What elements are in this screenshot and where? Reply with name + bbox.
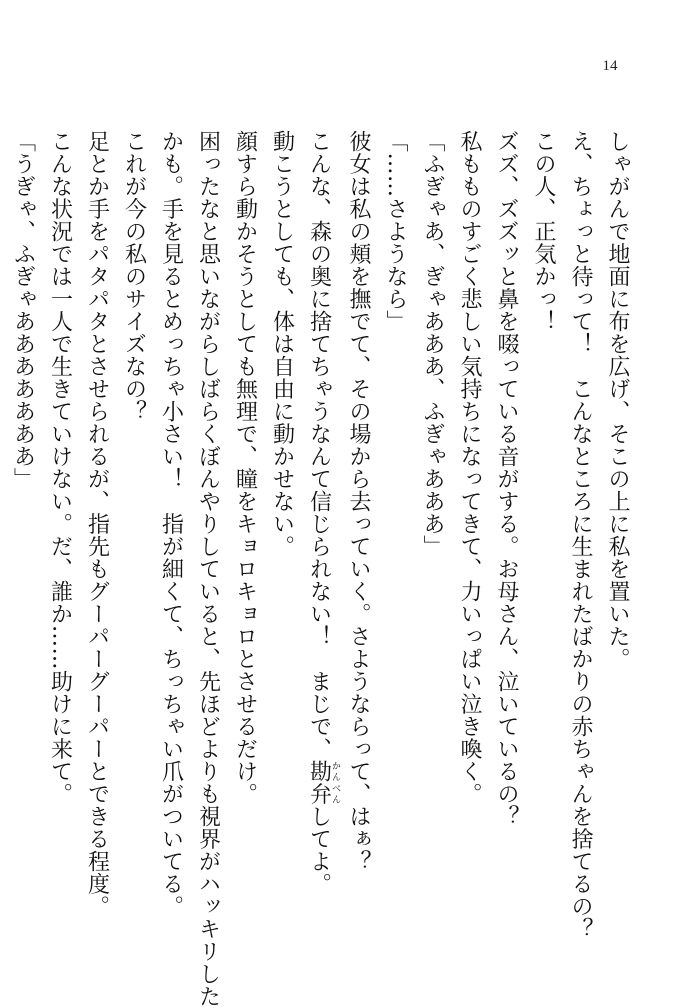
text-line: 足とか手をパタパタとさせられるが、指先もグーパーグーパーとできる程度。 — [84, 130, 110, 918]
text-line: ズズ、ズズッと鼻を啜っている音がする。お母さん、泣いているの？ — [494, 130, 519, 828]
dialogue-line: 「ふぎゃあ、ぎゃあああ、ふぎゃあああ」 — [420, 130, 445, 558]
line-segment: こんな、森の奥に捨てちゃうなんて信じられない！ まじで、 — [306, 130, 332, 760]
text-line: 私もものすごく悲しい気持ちになってきて、力いっぱい泣き喚く。 — [457, 130, 482, 805]
page-number: 14 — [602, 58, 618, 74]
line-segment: してよ。 — [306, 805, 332, 895]
text-line: この人、正気かっ！ — [531, 130, 556, 333]
text-line: え、ちょっと待って！ こんなところに生まれたばかりの赤ちゃんを捨てるの？ — [568, 130, 593, 940]
text-line: 顔すら動かそうとしても無理で、瞳をキョロキョロとさせるだけ。 — [232, 130, 258, 805]
body-text — [5, 130, 637, 1008]
text-line: 動こうとしても、体は自由に動かせない。 — [269, 130, 295, 558]
dialogue-line: 「……さようなら」 — [383, 130, 408, 333]
ruby-reading: かんべん — [330, 760, 340, 805]
ruby-base: 勘弁 — [306, 760, 332, 805]
text-line: かも。手を見るとめっちゃ小さい！ 指が細くて、ちっちゃい爪がついてる。 — [158, 130, 184, 918]
text-line: 困ったなと思いながらしばらくぼんやりしていると、先ほどよりも視界がハッキリした — [195, 130, 221, 1008]
text-line: こんな状況では一人で生きていけない。だ、誰か……助けに来て。 — [47, 130, 73, 805]
text-line-with-ruby — [301, 130, 341, 990]
text-line: 彼女は私の頬を撫でて、その場から去っていく。さようならって、はぁ？ — [346, 130, 371, 873]
dialogue-line: 「うぎゃ、ふぎゃあああああああ」 — [10, 130, 36, 490]
text-line: しゃがんで地面に布を広げ、そこの上に私を置いた。 — [605, 130, 630, 670]
text-line: これが今の私のサイズなの？ — [121, 130, 147, 423]
ruby-annotation — [306, 760, 340, 805]
